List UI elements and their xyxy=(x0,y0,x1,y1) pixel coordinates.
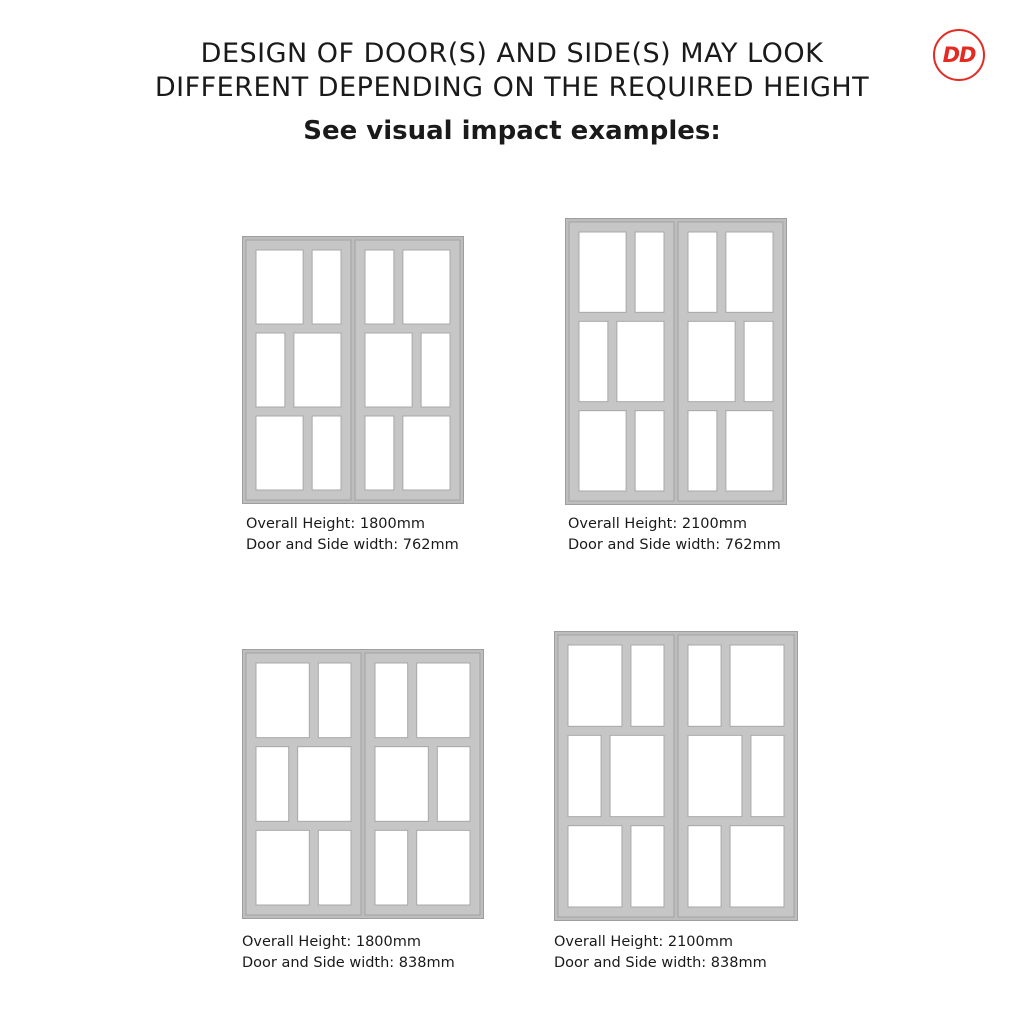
example-4-caption xyxy=(554,932,767,974)
overall-height-label: Overall Height: 2100mm xyxy=(554,934,734,950)
glass-pane xyxy=(256,416,303,490)
glass-pane xyxy=(437,747,470,822)
glass-pane xyxy=(688,645,721,726)
glass-pane xyxy=(403,416,450,490)
glass-pane xyxy=(312,416,341,490)
glass-pane xyxy=(617,321,664,401)
door-set-illustration xyxy=(242,236,464,504)
glass-pane xyxy=(726,232,773,312)
example-1-caption xyxy=(246,514,459,556)
glass-pane xyxy=(744,321,773,401)
glass-pane xyxy=(579,232,626,312)
glass-pane xyxy=(688,735,742,816)
glass-pane xyxy=(631,645,664,726)
glass-pane xyxy=(568,645,622,726)
glass-pane xyxy=(365,333,412,407)
glass-pane xyxy=(294,333,341,407)
door-set-illustration xyxy=(554,631,798,921)
glass-pane xyxy=(688,826,721,907)
glass-pane xyxy=(298,747,351,822)
glass-pane xyxy=(568,735,601,816)
heading-line-2: DIFFERENT DEPENDING ON THE REQUIRED HEIGHT xyxy=(154,72,870,103)
door-example-1 xyxy=(242,236,464,504)
glass-pane xyxy=(579,411,626,491)
glass-pane xyxy=(403,250,450,324)
glass-pane xyxy=(635,232,664,312)
heading-line-1: DESIGN OF DOOR(S) AND SIDE(S) MAY LOOK xyxy=(200,38,824,69)
glass-pane xyxy=(365,416,394,490)
glass-pane xyxy=(631,826,664,907)
glass-pane xyxy=(256,747,289,822)
door-set-illustration xyxy=(242,649,484,919)
glass-pane xyxy=(726,411,773,491)
subheading: See visual impact examples: xyxy=(303,116,721,146)
glass-pane xyxy=(568,826,622,907)
glass-pane xyxy=(610,735,664,816)
glass-pane xyxy=(375,830,408,905)
glass-pane xyxy=(417,830,470,905)
glass-pane xyxy=(417,663,470,738)
glass-pane xyxy=(688,411,717,491)
glass-pane xyxy=(365,250,394,324)
door-width-label: Door and Side width: 762mm xyxy=(246,537,459,553)
door-example-2 xyxy=(565,218,787,505)
glass-pane xyxy=(730,826,784,907)
example-3-caption xyxy=(242,932,455,974)
door-example-4 xyxy=(554,631,798,921)
door-set-illustration xyxy=(565,218,787,505)
glass-pane xyxy=(688,321,735,401)
glass-pane xyxy=(375,663,408,738)
door-width-label: Door and Side width: 838mm xyxy=(242,955,455,971)
dd-logo-icon: DD xyxy=(933,29,985,81)
glass-pane xyxy=(421,333,450,407)
glass-pane xyxy=(688,232,717,312)
glass-pane xyxy=(318,830,351,905)
glass-pane xyxy=(579,321,608,401)
door-width-label: Door and Side width: 762mm xyxy=(568,537,781,553)
glass-pane xyxy=(375,747,428,822)
example-2-caption xyxy=(568,514,781,556)
overall-height-label: Overall Height: 1800mm xyxy=(242,934,422,950)
door-width-label: Door and Side width: 838mm xyxy=(554,955,767,971)
glass-pane xyxy=(256,333,285,407)
glass-pane xyxy=(730,645,784,726)
glass-pane xyxy=(751,735,784,816)
glass-pane xyxy=(256,663,309,738)
glass-pane xyxy=(256,250,303,324)
door-example-3 xyxy=(242,649,484,919)
glass-pane xyxy=(318,663,351,738)
glass-pane xyxy=(256,830,309,905)
glass-pane xyxy=(635,411,664,491)
overall-height-label: Overall Height: 1800mm xyxy=(246,516,426,532)
glass-pane xyxy=(312,250,341,324)
overall-height-label: Overall Height: 2100mm xyxy=(568,516,748,532)
